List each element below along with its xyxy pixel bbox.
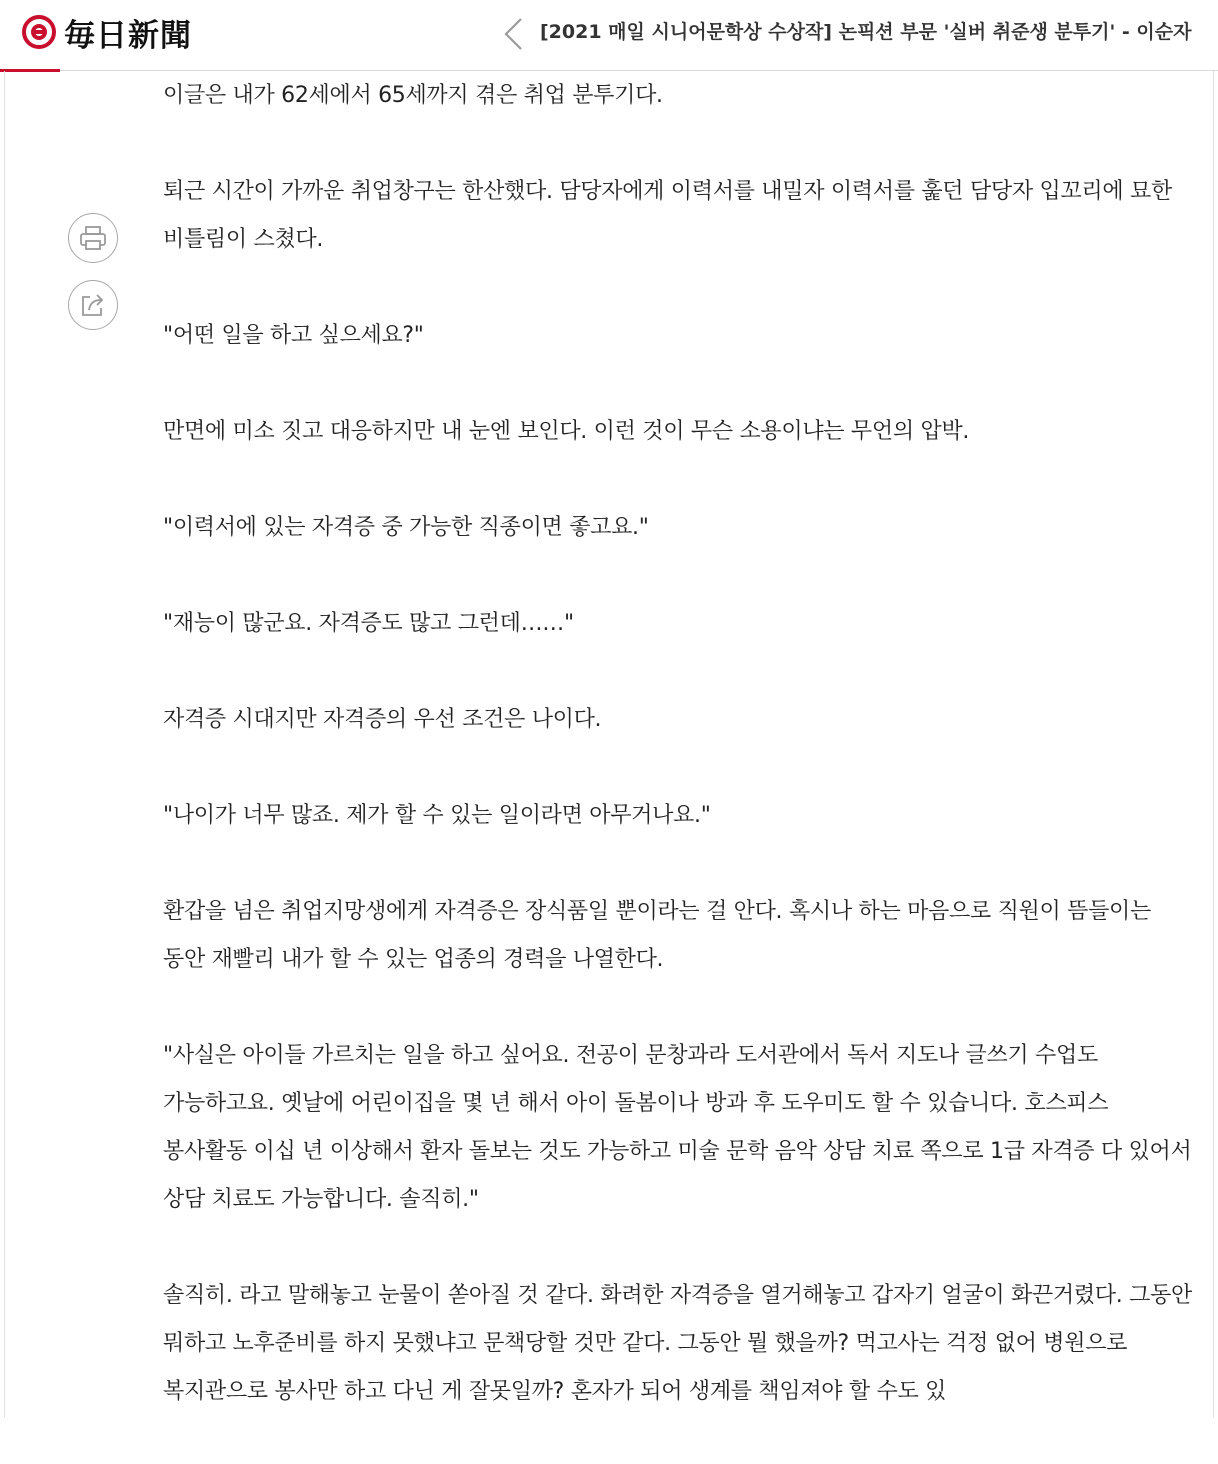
article-paragraph: "사실은 아이들 가르치는 일을 하고 싶어요. 전공이 문창과라 도서관에서 독서 지도나 글쓰기 수업도 가능하고요. 옛날에 어린이집을 몇 년 해서 아이 돌봄이나 방과 후 도우미도 할 수 있습니다. 호스피스 봉사활동 이십 년 이상해서 환자 돌보는 것도 가능하고 미술 문학 음악 상담 치료 쪽으로 1급 자격증 다 있어서 상담 치료도 가능합니다. 솔직히." [163, 1043, 1192, 1212]
content-frame-right [1213, 71, 1214, 1418]
article-header-title: [2021 매일 시니어문학상 수상작] 논픽션 부문 '실버 취준생 분투기' - 이순자 [540, 21, 1192, 43]
article-paragraph: 환갑을 넘은 취업지망생에게 자격증은 장식품일 뿐이라는 걸 안다. 혹시나 하는 마음으로 직원이 뜸들이는 동안 재빨리 내가 할 수 있는 업종의 경력을 나열한다. [163, 899, 1151, 972]
article-paragraph: 퇴근 시간이 가까운 취업창구는 한산했다. 담당자에게 이력서를 내밀자 이력서를 훑던 담당자 입꼬리에 묘한 비틀림이 스쳤다. [163, 179, 1172, 252]
article-paragraph: 자격증 시대지만 자격증의 우선 조건은 나이다. [163, 707, 602, 732]
chevron-left-icon [502, 16, 524, 52]
logo-mark-icon [22, 15, 56, 49]
share-button[interactable] [68, 280, 118, 330]
brand-accent-bar [0, 69, 60, 72]
share-icon [78, 290, 108, 320]
print-button[interactable] [68, 213, 118, 263]
article-paragraph: "이력서에 있는 자격증 중 가능한 직종이면 좋고요." [163, 515, 649, 540]
content-frame-left [4, 71, 5, 1418]
article-paragraph: 만면에 미소 짓고 대응하지만 내 눈엔 보인다. 이런 것이 무슨 소용이냐는 무언의 압박. [163, 419, 970, 444]
article-paragraph: "재능이 많군요. 자격증도 많고 그런데……" [163, 611, 574, 636]
article-body [163, 72, 1193, 1464]
article-paragraph: 이글은 내가 62세에서 65세까지 겪은 취업 분투기다. [163, 83, 663, 108]
printer-icon [78, 223, 108, 253]
site-logo[interactable] [22, 14, 192, 54]
logo-text: 毎日新聞 [64, 17, 192, 54]
article-paragraph: "어떤 일을 하고 싶으세요?" [163, 323, 424, 348]
back-button[interactable] [498, 14, 528, 54]
article-paragraph: 솔직히. 라고 말해놓고 눈물이 쏟아질 것 같다. 화려한 자격증을 열거해놓고 갑자기 얼굴이 화끈거렸다. 그동안 뭐하고 노후준비를 하지 못했냐고 문책당할 것만 같다. 그동안 뭘 했을까? 먹고사는 걱정 없어 병원으로 복지관으로 봉사만 하고 다닌 게 잘못일까? 혼자가 되어 생계를 책임져야 할 수도 있 [163, 1283, 1192, 1404]
site-header [0, 0, 1218, 71]
article-paragraph: "나이가 너무 많죠. 제가 할 수 있는 일이라면 아무거나요." [163, 803, 711, 828]
